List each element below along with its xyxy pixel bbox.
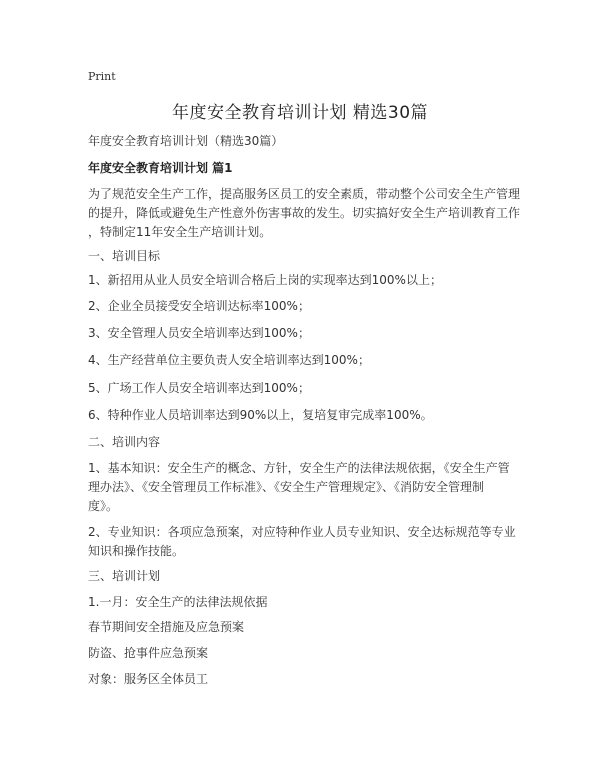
goal-item: 3、安全管理人员安全培训率达到100%； <box>88 326 310 340</box>
plan-line: 1.一月：安全生产的法律法规依据 <box>88 595 268 609</box>
content-item-line: 1、基本知识：安全生产的概念、方针，安全生产的法律法规依据，《安全生产管 <box>88 461 510 475</box>
document-subtitle: 年度安全教育培训计划（精选30篇） <box>88 134 284 148</box>
content-item-line: 度》。 <box>88 499 119 513</box>
goal-item: 4、生产经营单位主要负责人安全培训率达到100%； <box>88 353 370 367</box>
intro-line: 为了规范安全生产工作，提高服务区员工的安全素质，带动整个公司安全生产管理 <box>88 187 521 201</box>
goal-item: 6、特种作业人员培训率达到90%以上，复培复审完成率100%。 <box>88 408 433 422</box>
print-link[interactable]: Print <box>88 70 116 83</box>
heading-goals: 一、培训目标 <box>88 249 161 263</box>
goal-item: 5、广场工作人员安全培训率达到100%； <box>88 381 310 395</box>
intro-line: ，特制定11年安全生产培训计划。 <box>88 225 272 239</box>
content-item-line: 2、专业知识：各项应急预案，对应特种作业人员专业知识、安全达标规范等专业 <box>88 525 516 539</box>
document-title: 年度安全教育培训计划 精选30篇 <box>171 103 429 123</box>
content-item-line: 理办法》、《安全管理员工作标准》、《安全生产管理规定》、《消防安全管理制 <box>88 480 485 494</box>
plan-line: 防盗、抢事件应急预案 <box>88 646 209 660</box>
goal-item: 1、新招用从业人员安全培训合格后上岗的实现率达到100%以上； <box>88 273 442 287</box>
section-title: 年度安全教育培训计划 篇1 <box>88 161 233 175</box>
plan-line: 对象：服务区全体员工 <box>88 672 209 686</box>
heading-content: 二、培训内容 <box>88 435 161 449</box>
goal-item: 2、企业全员接受安全培训达标率100%； <box>88 299 310 313</box>
content-item-line: 知识和操作技能。 <box>88 544 185 558</box>
heading-plan: 三、培训计划 <box>88 569 161 583</box>
intro-line: 的提升，降低或避免生产性意外伤害事故的发生。切实搞好安全生产培训教育工作 <box>88 206 521 220</box>
plan-line: 春节期间安全措施及应急预案 <box>88 620 245 634</box>
